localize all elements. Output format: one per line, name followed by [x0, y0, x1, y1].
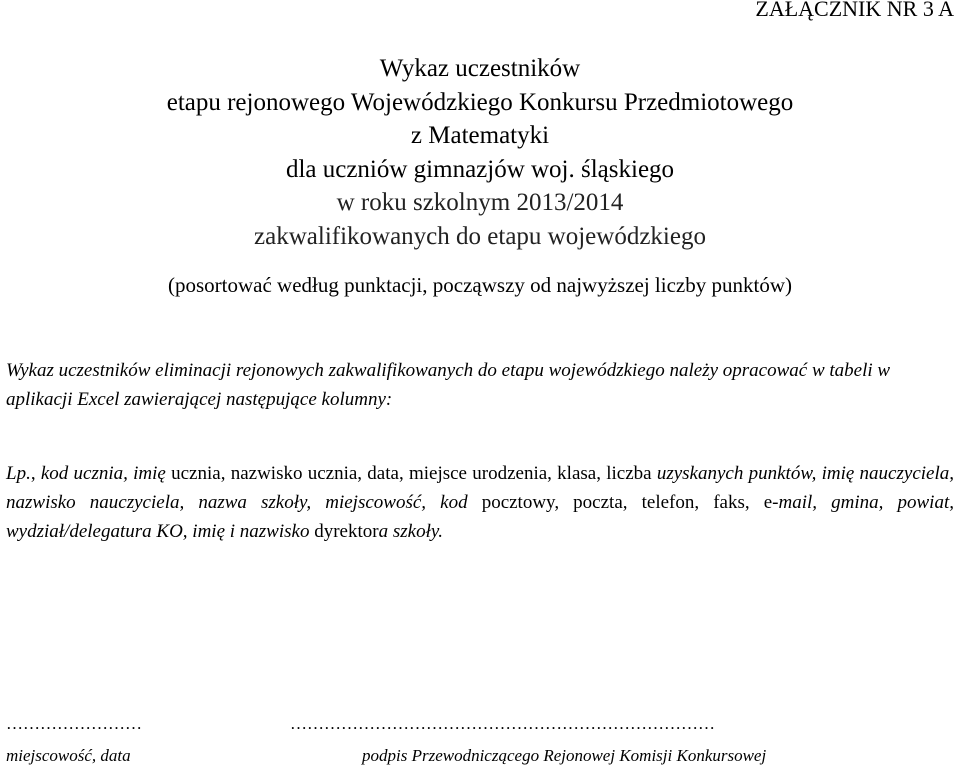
title-line-5: w roku szkolnym 2013/2014: [336, 189, 624, 216]
signature-dots: …………………………………………………………………: [290, 714, 715, 733]
columns-part-3: kod ucznia, imię: [40, 463, 172, 484]
title-line-1: Wykaz uczestników: [379, 55, 581, 82]
annex-label: ZAŁĄCZNIK NR 3 A: [755, 0, 954, 21]
columns-part-2: ,: [30, 463, 41, 484]
place-date-dots: ……………………: [6, 714, 142, 733]
columns-part-7: mail, gmina, powiat, wydział/delegatura KO, imię i nazwisko: [6, 492, 954, 542]
column-list-paragraph: [6, 459, 954, 546]
columns-part-9: a szkoły.: [378, 521, 443, 542]
columns-part-8: dyrektor: [309, 521, 379, 542]
title-line-3: z Matematyki: [410, 122, 550, 149]
signature-label: podpis Przewodniczącego Rejonowej Komisji Konkursowej: [362, 746, 767, 765]
columns-part-1: Lp.: [6, 463, 31, 484]
title-line-4: dla uczniów gimnazjów woj. śląskiego: [285, 155, 675, 183]
instruction-paragraph: Wykaz uczestników eliminacji rejonowych zakwalifikowanych do etapu wojewódzkiego należy opracować w tabeli w aplikacji Excel zawierającej następujące kolumny:: [6, 360, 891, 410]
title-line-6: zakwalifikowanych do etapu wojewódzkiego: [254, 222, 706, 250]
columns-part-5: uzyskanych punktów, imię nauczyciela, nazwisko nauczyciela, nazwa szkoły, miejscowość, kod: [6, 463, 954, 513]
sort-note: (posortować według punktacji, począwszy od najwyższej liczby punktów): [168, 273, 792, 297]
place-date-label: miejscowość, data: [6, 746, 131, 765]
columns-part-6: pocztowy, poczta, telefon, faks, e-: [467, 492, 779, 513]
title-line-2: etapu rejonowego Wojewódzkiego Konkursu Przedmiotowego: [166, 88, 794, 116]
columns-part-4: ucznia, nazwisko ucznia, data, miejsce urodzenia, klasa, liczba: [171, 463, 657, 484]
document-title: [0, 52, 960, 253]
